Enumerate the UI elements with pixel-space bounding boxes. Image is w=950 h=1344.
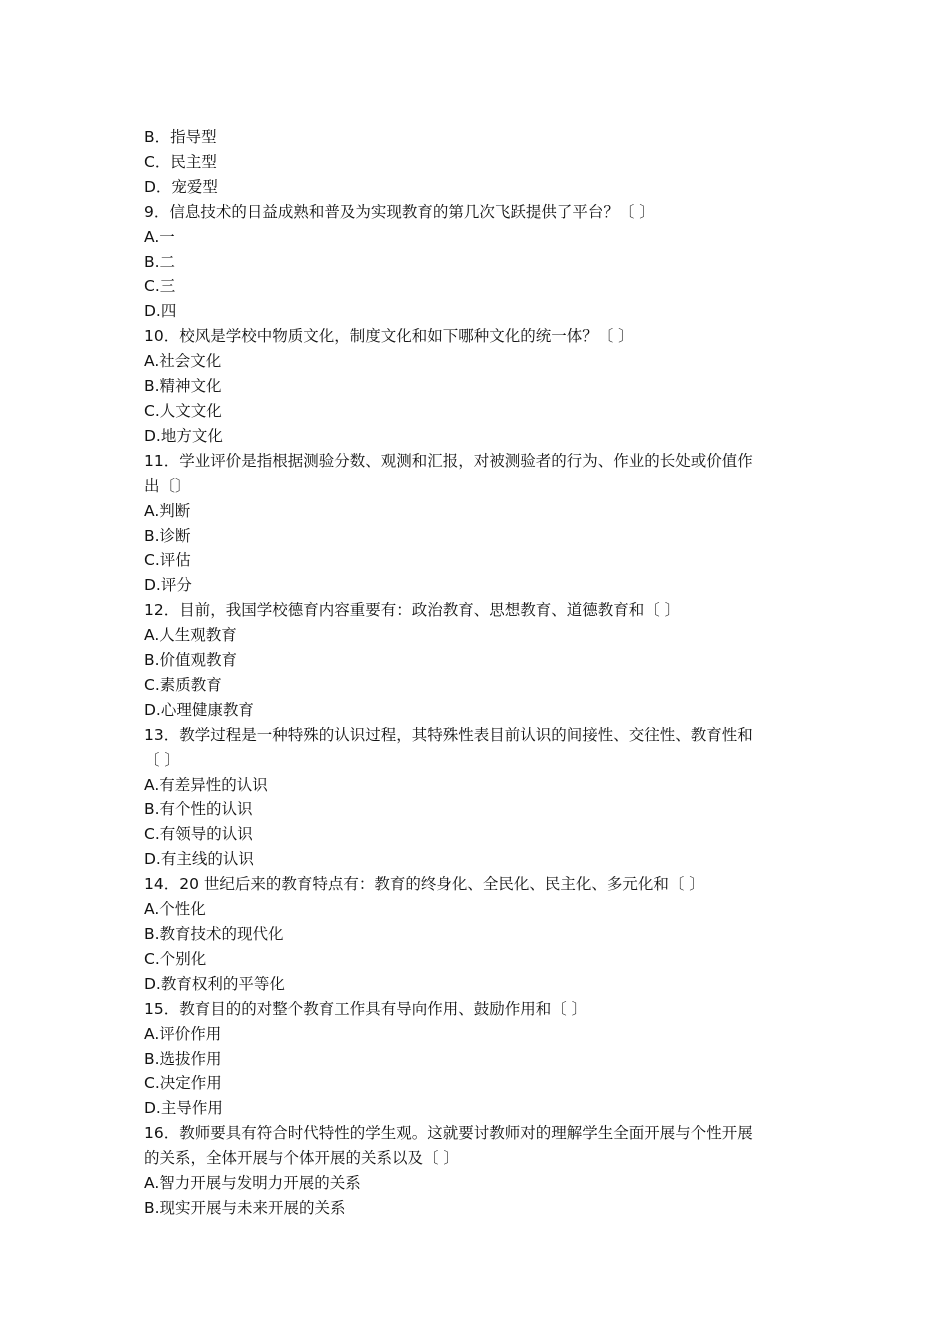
text-line: D．宠爱型 — [144, 177, 218, 196]
text-line: B．指导型 — [144, 128, 217, 146]
text-line: A.个性化 — [144, 900, 206, 919]
text-line: A.一 — [144, 227, 175, 246]
text-line: 10．校风是学校中物质文化，制度文化和如下哪种文化的统一体？〔 〕 — [144, 327, 634, 346]
text-line: A.智力开展与发明力开展的关系 — [144, 1174, 361, 1193]
text-line: 11．学业评价是指根据测验分数、观测和汇报，对被测验者的行为、作业的长处或价值作 — [144, 451, 753, 470]
text-line: D.主导作用 — [144, 1099, 223, 1118]
text-line: 12．目前，我国学校德育内容重要有：政治教育、思想教育、道德教育和〔 〕 — [144, 601, 681, 620]
text-line: B.教育技术的现代化 — [144, 925, 284, 943]
text-line: D.教育权利的平等化 — [144, 974, 285, 993]
text-line: D.心理健康教育 — [144, 700, 254, 719]
text-line: C.素质教育 — [144, 675, 222, 694]
text-line: B.诊断 — [144, 526, 191, 545]
text-line: C．民主型 — [144, 152, 217, 171]
text-line: C.个别化 — [144, 949, 207, 968]
text-line: B.选拔作用 — [144, 1049, 222, 1068]
text-line: A.判断 — [144, 501, 191, 520]
text-line: D.评分 — [144, 576, 192, 595]
text-line: B.有个性的认识 — [144, 800, 253, 819]
text-line: 15．教育目的的对整个教育工作具有导向作用、鼓励作用和〔 〕 — [144, 999, 588, 1018]
text-line: C.评估 — [144, 551, 191, 570]
text-line: B.二 — [144, 252, 176, 271]
text-line: C.三 — [144, 277, 176, 296]
question-list — [144, 125, 814, 1221]
text-line: D.四 — [144, 302, 177, 321]
text-line: 13．教学过程是一种特殊的认识过程，其特殊性表目前认识的间接性、交往性、教育性和 — [144, 725, 753, 744]
text-line: 14．20 世纪后来的教育特点有：教育的终身化、全民化、民主化、多元化和〔 〕 — [144, 875, 705, 894]
text-line: B.价值观教育 — [144, 651, 238, 670]
text-line: C.有领导的认识 — [144, 825, 253, 844]
text-line: 的关系，全体开展与个体开展的关系以及〔 〕 — [144, 1149, 459, 1168]
text-line: D.有主线的认识 — [144, 850, 254, 869]
text-line: A.评价作用 — [144, 1024, 222, 1043]
text-line: 16．教师要具有符合时代特性的学生观。这就要讨教师对的理解学生全面开展与个性开展 — [144, 1124, 753, 1143]
text-line: D.地方文化 — [144, 426, 223, 445]
text-line: C.人文文化 — [144, 401, 222, 420]
text-line: 9．信息技术的日益成熟和普及为实现教育的第几次飞跃提供了平台？〔 〕 — [144, 202, 655, 221]
text-line: B.现实开展与未来开展的关系 — [144, 1198, 346, 1217]
text-line: A.有差异性的认识 — [144, 775, 268, 794]
text-line: B.精神文化 — [144, 377, 222, 396]
text-line: A.社会文化 — [144, 352, 222, 371]
text-line: 〔 〕 — [144, 750, 180, 769]
text-line: C.决定作用 — [144, 1074, 222, 1093]
text-line: A.人生观教育 — [144, 626, 237, 645]
text-line: 出〔〕 — [144, 476, 191, 495]
